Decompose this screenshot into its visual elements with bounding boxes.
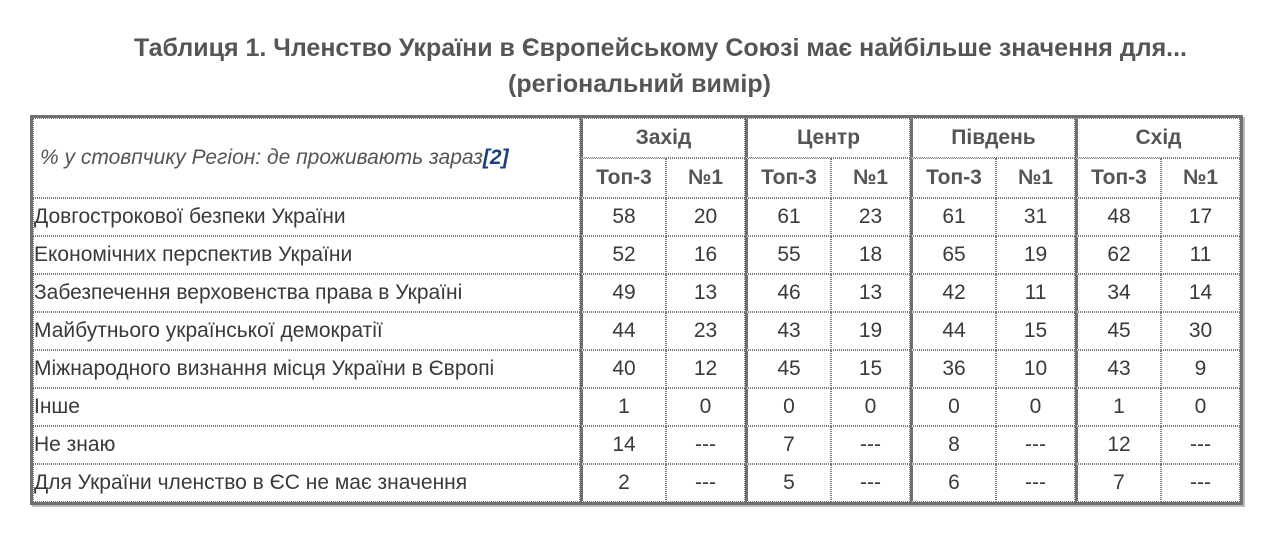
cell-value: ---	[666, 426, 745, 464]
cell-value: 2	[580, 464, 666, 502]
region-header-row	[33, 118, 1240, 158]
cell-value: 58	[580, 198, 666, 236]
table-title	[0, 30, 1279, 102]
cell-value: 43	[1075, 350, 1161, 388]
cell-value: 6	[910, 464, 996, 502]
footnote-link[interactable]: [2]	[482, 146, 509, 169]
cell-value: 44	[580, 312, 666, 350]
cell-value: 52	[580, 236, 666, 274]
cell-value: 49	[580, 274, 666, 312]
row-label: Забезпечення верховенства права в Україні	[33, 274, 580, 312]
row-label: Довгострокової безпеки України	[33, 198, 580, 236]
subheader-top3: Топ-3	[1075, 158, 1161, 198]
cell-value: 43	[745, 312, 831, 350]
cell-value: 13	[831, 274, 910, 312]
cell-value: 61	[910, 198, 996, 236]
cell-value: 23	[831, 198, 910, 236]
table-row	[33, 312, 1240, 350]
cell-value: 8	[910, 426, 996, 464]
title-line-1: Таблиця 1. Членство України в Європейському Союзі має найбільше значення для...	[133, 34, 1187, 62]
cell-value: 55	[745, 236, 831, 274]
title-line-2: (регіональний вимір)	[508, 70, 771, 98]
cell-value: ---	[831, 426, 910, 464]
cell-value: 0	[666, 388, 745, 426]
cell-value: 0	[910, 388, 996, 426]
cell-value: 1	[1075, 388, 1161, 426]
cell-value: 18	[831, 236, 910, 274]
row-label: Економічних перспектив України	[33, 236, 580, 274]
cell-value: 62	[1075, 236, 1161, 274]
table-row	[33, 426, 1240, 464]
cell-value: 12	[1075, 426, 1161, 464]
cell-value: 14	[580, 426, 666, 464]
cell-value: 45	[745, 350, 831, 388]
cell-value: 0	[745, 388, 831, 426]
cell-value: 5	[745, 464, 831, 502]
cell-value: 13	[666, 274, 745, 312]
row-label: Майбутнього української демократії	[33, 312, 580, 350]
cell-value: 7	[745, 426, 831, 464]
cell-value: 61	[745, 198, 831, 236]
cell-value: 23	[666, 312, 745, 350]
subheader-no1: №1	[831, 158, 910, 198]
cell-value: 15	[996, 312, 1075, 350]
cell-value: 16	[666, 236, 745, 274]
corner-text: % у стовпчику Регіон: де проживають зараз	[40, 146, 483, 169]
cell-value: 0	[831, 388, 910, 426]
cell-value: 7	[1075, 464, 1161, 502]
table-row	[33, 236, 1240, 274]
cell-value: 14	[1161, 274, 1240, 312]
row-label: Не знаю	[33, 426, 580, 464]
cell-value: 15	[831, 350, 910, 388]
table-row	[33, 350, 1240, 388]
region-header-center: Центр	[745, 118, 910, 158]
cell-value: ---	[1161, 426, 1240, 464]
row-label: Для України членство в ЄС не має значення	[33, 464, 580, 502]
cell-value: 34	[1075, 274, 1161, 312]
table-row	[33, 388, 1240, 426]
table-body	[33, 198, 1240, 502]
cell-value: 20	[666, 198, 745, 236]
cell-value: ---	[996, 426, 1075, 464]
cell-value: ---	[831, 464, 910, 502]
cell-value: 19	[831, 312, 910, 350]
cell-value: 9	[1161, 350, 1240, 388]
cell-value: 46	[745, 274, 831, 312]
cell-value: 65	[910, 236, 996, 274]
cell-value: 11	[1161, 236, 1240, 274]
subheader-no1: №1	[996, 158, 1075, 198]
results-table	[30, 115, 1243, 505]
cell-value: 31	[996, 198, 1075, 236]
table-row	[33, 274, 1240, 312]
subheader-top3: Топ-3	[745, 158, 831, 198]
region-header-west: Захід	[580, 118, 745, 158]
cell-value: 30	[1161, 312, 1240, 350]
cell-value: 0	[996, 388, 1075, 426]
subheader-top3: Топ-3	[580, 158, 666, 198]
row-label: Інше	[33, 388, 580, 426]
cell-value: 19	[996, 236, 1075, 274]
cell-value: 45	[1075, 312, 1161, 350]
region-header-east: Схід	[1075, 118, 1240, 158]
subheader-top3: Топ-3	[910, 158, 996, 198]
region-header-south: Південь	[910, 118, 1075, 158]
cell-value: ---	[1161, 464, 1240, 502]
cell-value: 48	[1075, 198, 1161, 236]
cell-value: 42	[910, 274, 996, 312]
cell-value: 40	[580, 350, 666, 388]
corner-header	[33, 118, 580, 198]
subheader-no1: №1	[1161, 158, 1240, 198]
cell-value: 10	[996, 350, 1075, 388]
cell-value: 44	[910, 312, 996, 350]
cell-value: ---	[996, 464, 1075, 502]
row-label: Міжнародного визнання місця України в Європі	[33, 350, 580, 388]
cell-value: ---	[666, 464, 745, 502]
cell-value: 1	[580, 388, 666, 426]
subheader-no1: №1	[666, 158, 745, 198]
cell-value: 12	[666, 350, 745, 388]
cell-value: 36	[910, 350, 996, 388]
table-row	[33, 198, 1240, 236]
cell-value: 0	[1161, 388, 1240, 426]
cell-value: 17	[1161, 198, 1240, 236]
cell-value: 11	[996, 274, 1075, 312]
table-row	[33, 464, 1240, 502]
